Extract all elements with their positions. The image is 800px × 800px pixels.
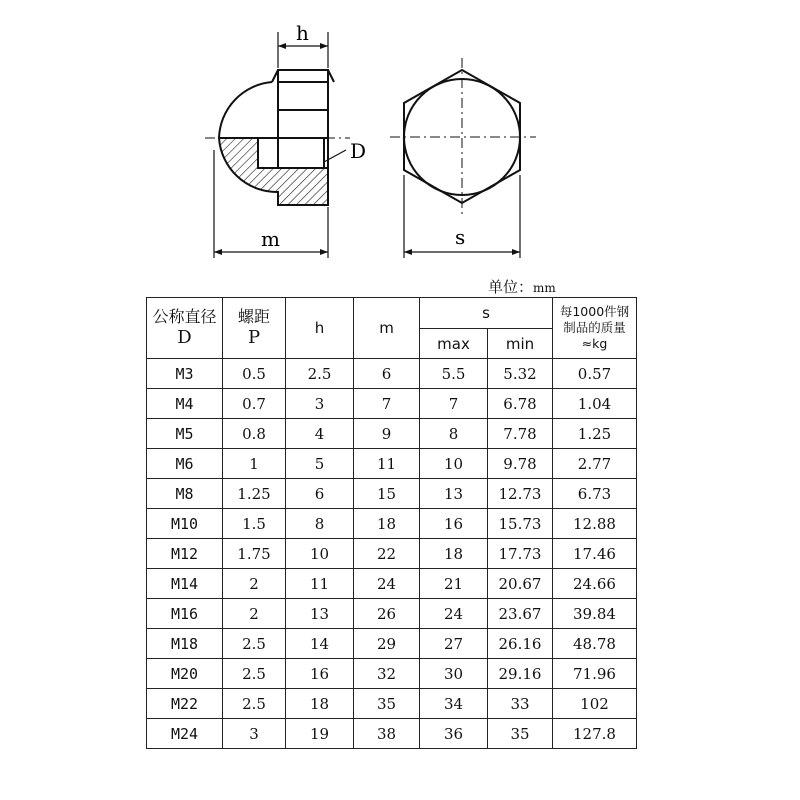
cell-h: 10 <box>286 539 354 569</box>
cell-smin: 17.73 <box>488 539 553 569</box>
side-view <box>205 32 350 258</box>
cell-smin: 20.67 <box>488 569 553 599</box>
cell-p: 2.5 <box>223 629 286 659</box>
cell-d: M14 <box>147 569 223 599</box>
cell-h: 13 <box>286 599 354 629</box>
header-pitch-cn: 螺距 <box>237 307 270 326</box>
cell-h: 4 <box>286 419 354 449</box>
cell-weight: 1.25 <box>553 419 637 449</box>
table-row <box>147 509 637 539</box>
cell-smax: 5.5 <box>420 359 488 389</box>
cell-h: 2.5 <box>286 359 354 389</box>
table-row <box>147 569 637 599</box>
cell-smax: 34 <box>420 689 488 719</box>
cell-h: 19 <box>286 719 354 749</box>
unit-note <box>488 276 556 297</box>
cell-d: M22 <box>147 689 223 719</box>
table-row <box>147 419 637 449</box>
header-weight-line1: 每1000件钢 <box>559 304 630 319</box>
cell-smax: 10 <box>420 449 488 479</box>
label-D: D <box>350 139 367 163</box>
cell-m: 7 <box>354 389 420 419</box>
cell-p: 0.5 <box>223 359 286 389</box>
cell-h: 16 <box>286 659 354 689</box>
cell-m: 22 <box>354 539 420 569</box>
cell-p: 3 <box>223 719 286 749</box>
cell-smin: 26.16 <box>488 629 553 659</box>
table-row <box>147 539 637 569</box>
cell-p: 2 <box>223 599 286 629</box>
cell-m: 29 <box>354 629 420 659</box>
cell-weight: 24.66 <box>553 569 637 599</box>
cell-weight: 6.73 <box>553 479 637 509</box>
cell-smax: 16 <box>420 509 488 539</box>
cell-p: 2 <box>223 569 286 599</box>
table-row <box>147 479 637 509</box>
cell-h: 5 <box>286 449 354 479</box>
cell-m: 26 <box>354 599 420 629</box>
header-s: s <box>420 298 553 329</box>
cell-smax: 27 <box>420 629 488 659</box>
cell-d: M5 <box>147 419 223 449</box>
cell-m: 24 <box>354 569 420 599</box>
cell-weight: 17.46 <box>553 539 637 569</box>
cell-smin: 35 <box>488 719 553 749</box>
cell-smax: 30 <box>420 659 488 689</box>
cell-weight: 0.57 <box>553 359 637 389</box>
cell-m: 9 <box>354 419 420 449</box>
label-m: m <box>261 227 280 251</box>
cell-h: 8 <box>286 509 354 539</box>
table-row <box>147 719 637 749</box>
header-s-min: min <box>488 329 553 359</box>
cell-m: 11 <box>354 449 420 479</box>
cell-smin: 29.16 <box>488 659 553 689</box>
spec-table <box>146 297 637 749</box>
header-diameter-sym: D <box>177 327 192 348</box>
label-s: s <box>455 225 466 249</box>
table-row <box>147 659 637 689</box>
cell-smin: 9.78 <box>488 449 553 479</box>
header-pitch-sym: P <box>247 327 261 348</box>
cell-weight: 2.77 <box>553 449 637 479</box>
cell-smin: 23.67 <box>488 599 553 629</box>
cell-smin: 6.78 <box>488 389 553 419</box>
table-row <box>147 449 637 479</box>
cell-d: M16 <box>147 599 223 629</box>
header-pitch <box>223 298 286 359</box>
cap-nut-drawing <box>0 0 800 280</box>
cell-p: 1.25 <box>223 479 286 509</box>
cell-p: 2.5 <box>223 689 286 719</box>
cell-p: 1.75 <box>223 539 286 569</box>
cell-h: 6 <box>286 479 354 509</box>
cell-smax: 24 <box>420 599 488 629</box>
cell-m: 35 <box>354 689 420 719</box>
cell-smin: 7.78 <box>488 419 553 449</box>
cell-smax: 18 <box>420 539 488 569</box>
header-h: h <box>286 298 354 359</box>
header-weight-line3: ≈kg <box>581 336 608 351</box>
table-row <box>147 359 637 389</box>
header-m: m <box>354 298 420 359</box>
cell-p: 0.7 <box>223 389 286 419</box>
cell-p: 1.5 <box>223 509 286 539</box>
table-row <box>147 389 637 419</box>
cell-smax: 36 <box>420 719 488 749</box>
cell-m: 15 <box>354 479 420 509</box>
cell-d: M24 <box>147 719 223 749</box>
cell-smin: 33 <box>488 689 553 719</box>
cell-smax: 8 <box>420 419 488 449</box>
cell-d: M4 <box>147 389 223 419</box>
header-diameter <box>147 298 223 359</box>
cell-smin: 12.73 <box>488 479 553 509</box>
cell-h: 14 <box>286 629 354 659</box>
cell-d: M12 <box>147 539 223 569</box>
cell-weight: 102 <box>553 689 637 719</box>
cell-d: M8 <box>147 479 223 509</box>
cell-smax: 13 <box>420 479 488 509</box>
unit-mm: mm <box>533 281 556 295</box>
cell-h: 18 <box>286 689 354 719</box>
cell-smin: 15.73 <box>488 509 553 539</box>
cell-weight: 1.04 <box>553 389 637 419</box>
cell-m: 32 <box>354 659 420 689</box>
cell-weight: 12.88 <box>553 509 637 539</box>
cell-weight: 39.84 <box>553 599 637 629</box>
cell-smin: 5.32 <box>488 359 553 389</box>
table-row <box>147 629 637 659</box>
cell-d: M18 <box>147 629 223 659</box>
header-s-max: max <box>420 329 488 359</box>
cell-h: 3 <box>286 389 354 419</box>
table-row <box>147 599 637 629</box>
cell-m: 38 <box>354 719 420 749</box>
cell-h: 11 <box>286 569 354 599</box>
header-weight-line2: 制品的质量 <box>563 320 626 335</box>
cell-m: 18 <box>354 509 420 539</box>
cell-smax: 7 <box>420 389 488 419</box>
unit-prefix: 单位： <box>488 278 534 296</box>
cell-d: M6 <box>147 449 223 479</box>
cell-m: 6 <box>354 359 420 389</box>
cell-p: 2.5 <box>223 659 286 689</box>
cell-p: 0.8 <box>223 419 286 449</box>
header-diameter-cn: 公称直径 <box>152 307 217 326</box>
cell-p: 1 <box>223 449 286 479</box>
cell-d: M20 <box>147 659 223 689</box>
cell-d: M10 <box>147 509 223 539</box>
cell-d: M3 <box>147 359 223 389</box>
cell-weight: 71.96 <box>553 659 637 689</box>
cell-weight: 48.78 <box>553 629 637 659</box>
cell-weight: 127.8 <box>553 719 637 749</box>
cell-smax: 21 <box>420 569 488 599</box>
label-h: h <box>296 21 309 45</box>
table-row <box>147 689 637 719</box>
header-weight <box>553 298 637 359</box>
